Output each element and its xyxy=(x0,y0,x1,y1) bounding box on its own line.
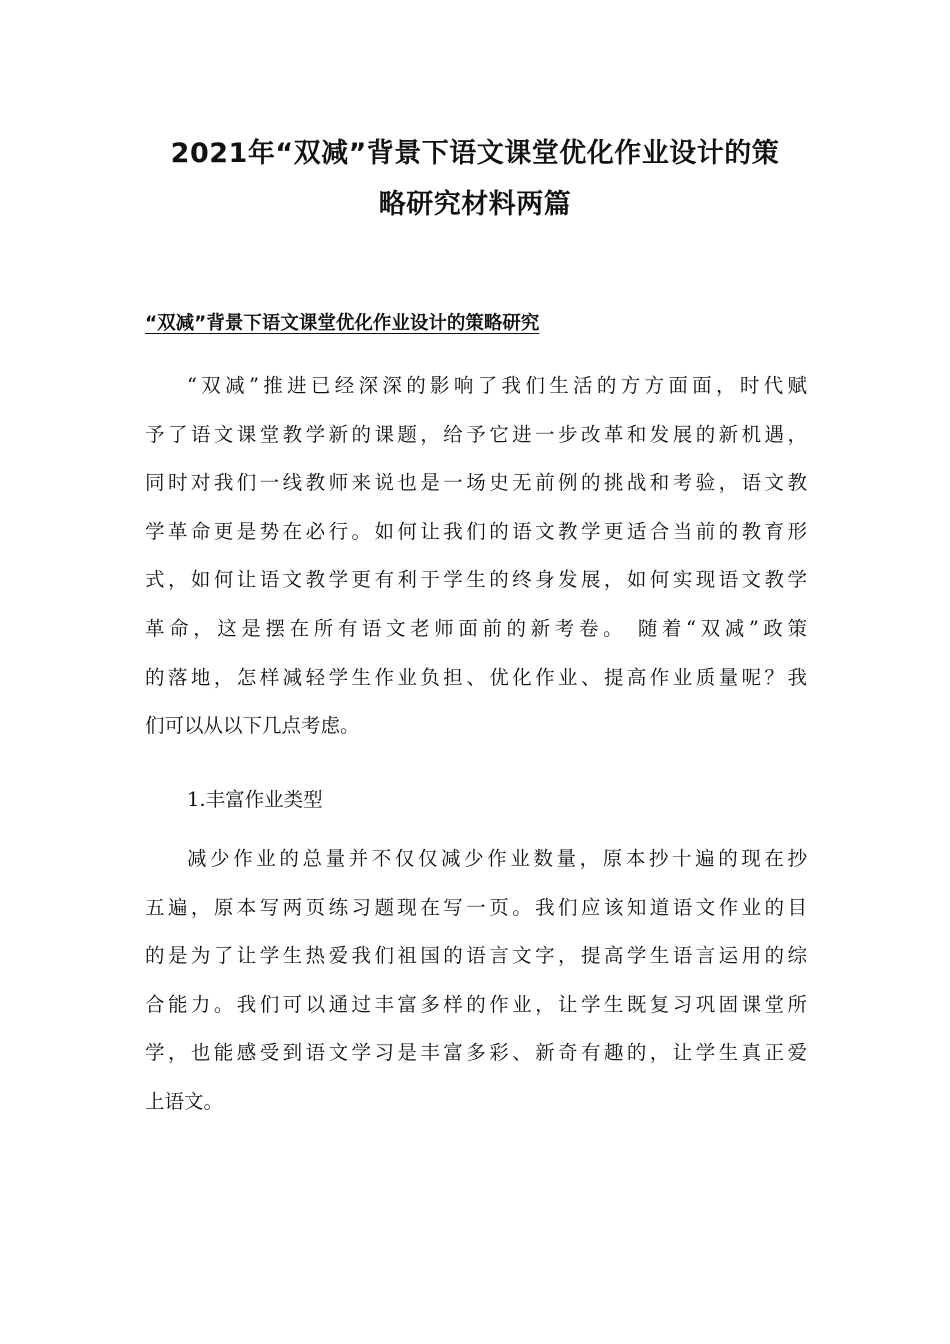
paragraph-line: 学革命更是势在必行。如何让我们的语文教学更适合当前的教育形 xyxy=(145,519,807,543)
paragraph-line: 予了语文课堂教学新的课题，给予它进一步改革和发展的新机遇， xyxy=(145,422,807,446)
paragraph-line: 上语文。 xyxy=(145,1089,224,1113)
title-line-2: 略研究材料两篇 xyxy=(378,189,572,220)
title-line-1: 2021年“双减”背景下语文课堂优化作业设计的策 xyxy=(170,138,780,169)
paragraph-line: 学，也能感受到语文学习是丰富多彩、新奇有趣的，让学生真正爱 xyxy=(145,1041,807,1065)
list-item-label: 1.丰富作业类型 xyxy=(187,788,323,811)
paragraph-line: 合能力。我们可以通过丰富多样的作业，让学生既复习巩固课堂所 xyxy=(145,992,807,1016)
document-title xyxy=(130,128,820,230)
paragraph-line: “双减”推进已经深深的影响了我们生活的方方面面，时代赋 xyxy=(187,374,807,397)
paragraph-line: 的是为了让学生热爱我们祖国的语言文字，提高学生语言运用的综 xyxy=(145,944,807,968)
paragraph-line: 革命，这是摆在所有语文老师面前的新考卷。 随着“双减”政策 xyxy=(145,616,807,640)
paragraph-line: 的落地，怎样减轻学生作业负担、优化作业、提高作业质量呢？我 xyxy=(145,665,807,689)
paragraph-line: 们可以从以下几点考虑。 xyxy=(145,714,360,738)
section-heading: “双减”背景下语文课堂优化作业设计的策略研究 xyxy=(145,313,540,334)
paragraph-2 xyxy=(145,835,807,1127)
paragraph-line: 五遍，原本写两页练习题现在写一页。我们应该知道语文作业的目 xyxy=(145,895,807,919)
paragraph-line: 同时对我们一线教师来说也是一场史无前例的挑战和考验，语文教 xyxy=(145,471,807,495)
paragraph-line: 减少作业的总量并不仅仅减少作业数量，原本抄十遍的现在抄 xyxy=(187,847,807,870)
paragraph-1 xyxy=(145,362,807,751)
list-item-1 xyxy=(187,776,849,824)
paragraph-line: 式，如何让语文教学更有利于学生的终身发展，如何实现语文教学 xyxy=(145,568,807,592)
